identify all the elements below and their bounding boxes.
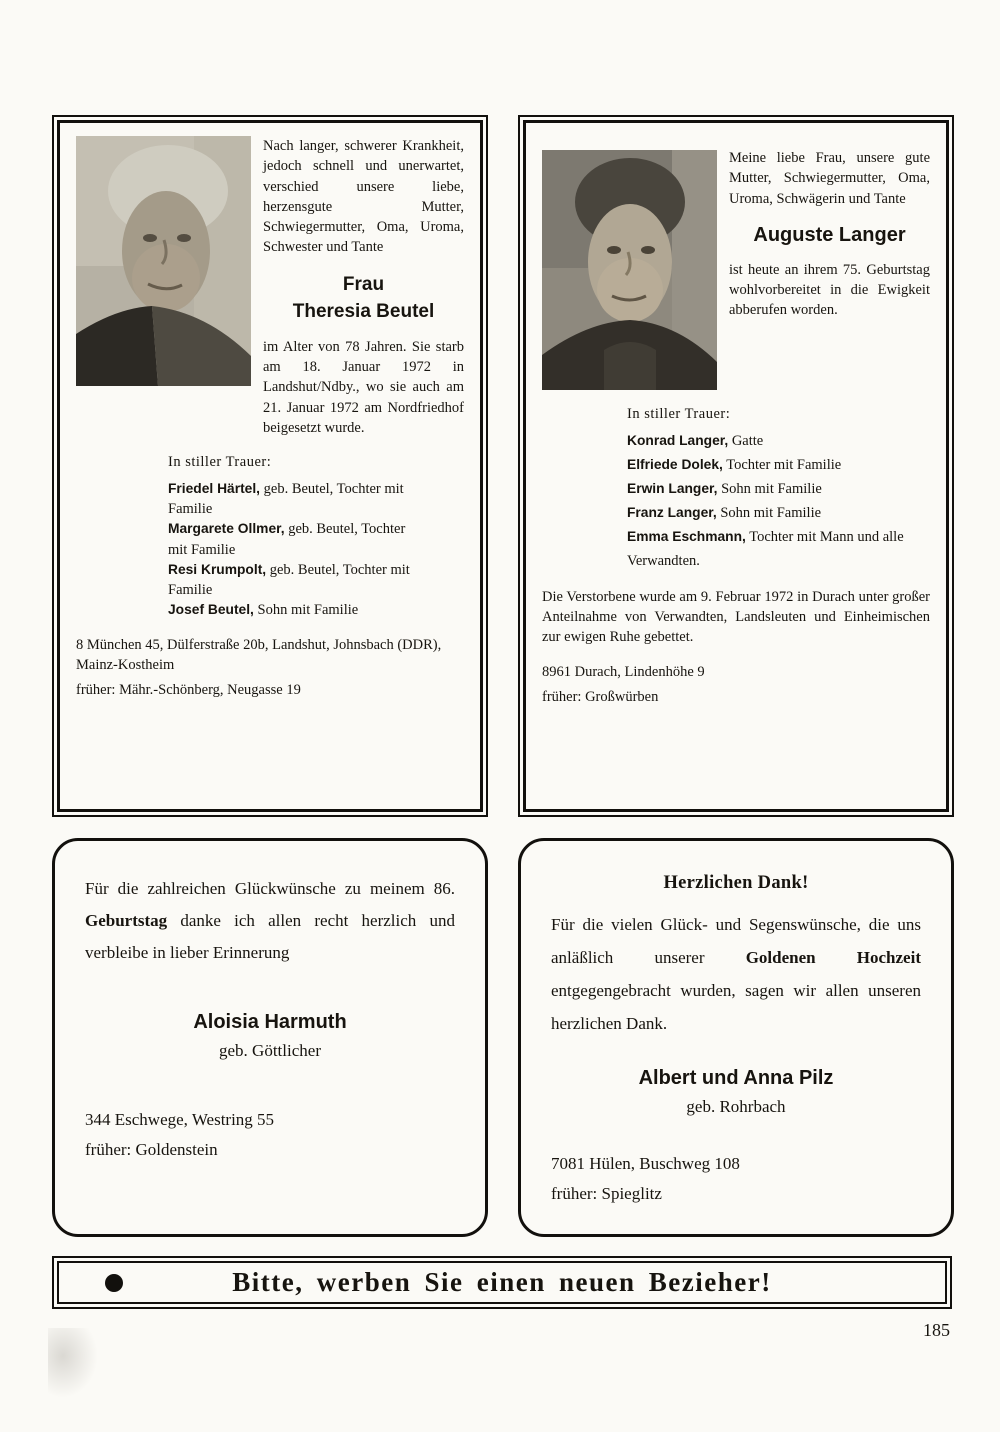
subscription-banner (52, 1256, 952, 1309)
text-segment: entgegengebracht wurden, sagen wir allen unseren herzlichen Dank. (551, 981, 921, 1034)
deceased-name: Auguste Langer (753, 223, 906, 246)
portrait-photo-beutel-graphic (76, 136, 251, 386)
obituary-header-row (542, 136, 930, 390)
mourner-relation: Sohn mit Familie (721, 481, 822, 498)
address-line: 8961 Durach, Lindenhöhe 9 (542, 663, 705, 680)
mourner-relation: geb. Beutel, Tochter mit Familie (168, 480, 404, 517)
mourners-list (627, 430, 937, 574)
banner-text: Bitte, werben Sie einen neuen Bezieher! (232, 1267, 772, 1297)
sender-name: Aloisia Harmuth (193, 1010, 347, 1033)
address-line: 7081 Hülen, Buschweg 108 (551, 1153, 740, 1173)
address-line: 8 München 45, Dülferstraße 20b, Landshut, Johnsbach (DDR), Mainz-Kostheim (76, 636, 442, 674)
mourner-name: Emma Eschmann, (627, 528, 746, 544)
obituary-notice-beutel (52, 115, 488, 817)
text-segment: danke ich allen recht herzlich und verbleibe in lieber Erinnerung (85, 910, 455, 962)
sender-name: Albert und Anna Pilz (638, 1066, 834, 1089)
portrait-photo-langer-graphic (542, 150, 717, 390)
mourner-name: Erwin Langer, (627, 481, 718, 497)
portrait-photo-beutel (76, 136, 251, 386)
obituary-details-text: ist heute an ihrem 75. Geburtstag wohlvorbereitet in die Ewigkeit abberufen worden. (729, 261, 930, 319)
address-line: 344 Eschwege, Westring 55 (85, 1109, 275, 1129)
former-residence-line: früher: Goldenstein (85, 1140, 218, 1160)
mourner-relation: geb. Beutel, Tochter mit Familie (168, 561, 410, 599)
address-block (76, 635, 464, 701)
mourner-name: Konrad Langer, (627, 433, 729, 449)
deceased-name-heading (729, 221, 930, 250)
address-block (542, 662, 930, 708)
text-segment: Für die vielen Glück- und Segenswünsche, die uns anläßlich unserer (551, 915, 921, 968)
maiden-name: geb. Göttlicher (219, 1040, 321, 1060)
portrait-photo-langer (542, 150, 717, 390)
mourner-name: Josef Beutel, (168, 602, 254, 618)
mourning-section (627, 404, 930, 574)
thanks-notice-pilz (518, 838, 954, 1237)
deceased-name-heading (263, 271, 464, 326)
mourners-list (168, 479, 418, 621)
scan-smudge (48, 1328, 98, 1398)
obituary-header-row (76, 136, 464, 438)
mourner-line (627, 526, 937, 574)
mourner-relation: Sohn mit Familie (720, 505, 822, 522)
former-residence-line: früher: Großwürben (542, 689, 659, 706)
obituary-intro-text: Nach langer, schwerer Krankheit, jedoch schnell und unerwartet, verschied unsere liebe, herzensgute Mutter, Schwiegermutter, Oma, Uroma, Schwester und Tante (263, 138, 464, 256)
mourning-label: In stiller Trauer: (168, 454, 272, 471)
mourner-line (168, 479, 418, 520)
mourner-line (627, 454, 937, 478)
former-residence-line: früher: Spieglitz (551, 1184, 662, 1204)
mourner-line (168, 600, 418, 620)
mourning-label: In stiller Trauer: (627, 406, 731, 422)
mourning-section (168, 452, 464, 620)
mourner-line (627, 430, 937, 454)
maiden-name: geb. Rohrbach (686, 1096, 786, 1116)
subscription-banner-inner (57, 1261, 947, 1304)
burial-closing-text: Die Verstorbene wurde am 9. Februar 1972 in Durach unter großer Anteilnahme von Verwandten, Landsleuten und Einheimischen zur ewigen Ruhe gebettet. (542, 588, 930, 646)
mourner-line (168, 519, 418, 560)
former-residence-line: früher: Mähr.-Schönberg, Neugasse 19 (76, 682, 301, 699)
obituary-notice-langer-inner (523, 120, 949, 812)
bullet-icon (105, 1274, 123, 1292)
text-segment: Für die zahlreichen Glückwünsche zu meinem 86. (85, 879, 455, 898)
mourner-relation: Gatte (731, 433, 764, 450)
thanks-notice-harmuth (52, 838, 488, 1237)
mourner-relation: Tochter mit Familie (726, 457, 842, 474)
mourner-relation: Sohn mit Familie (257, 602, 359, 619)
obituary-notice-langer (518, 115, 954, 817)
mourner-line (168, 560, 418, 601)
mourner-name: Franz Langer, (627, 505, 717, 521)
mourner-name: Margarete Ollmer, (168, 521, 285, 537)
deceased-name-prefix: Frau (342, 273, 385, 295)
thanks-paragraph (85, 873, 455, 969)
mourner-name: Friedel Härtel, (168, 480, 261, 496)
thanks-paragraph (551, 908, 921, 1041)
text-segment-bold: Geburtstag (85, 910, 168, 930)
obituary-notice-beutel-inner (57, 120, 483, 812)
obituary-intro-text: Meine liebe Frau, unsere gute Mutter, Schwiegermutter, Oma, Uroma, Schwägerin und Tante (729, 150, 930, 207)
obituary-details-text: im Alter von 78 Jahren. Sie starb am 18. Januar 1972 in Landshut/Ndby., wo sie auch am 21. Januar 1972 am Nordfriedhof beigesetzt wurde. (263, 338, 464, 437)
mourner-relation: geb. Beutel, Tochter mit Familie (168, 521, 406, 558)
text-segment-bold: Goldenen Hochzeit (745, 948, 921, 968)
obituary-text-column (263, 136, 464, 438)
deceased-name: Theresia Beutel (292, 301, 435, 323)
thanks-heading: Herzlichen Dank! (663, 873, 809, 893)
obituary-text-column (729, 148, 930, 390)
mourner-line (627, 478, 937, 502)
address-block (551, 1149, 921, 1210)
page-number: 185 (923, 1320, 950, 1340)
mourner-name: Resi Krumpolt, (168, 561, 267, 577)
address-block (85, 1105, 455, 1166)
mourner-name: Elfriede Dolek, (627, 457, 723, 473)
mourner-line (627, 502, 937, 526)
mourner-relation: Tochter mit Mann und alle Verwandten. (627, 528, 904, 569)
